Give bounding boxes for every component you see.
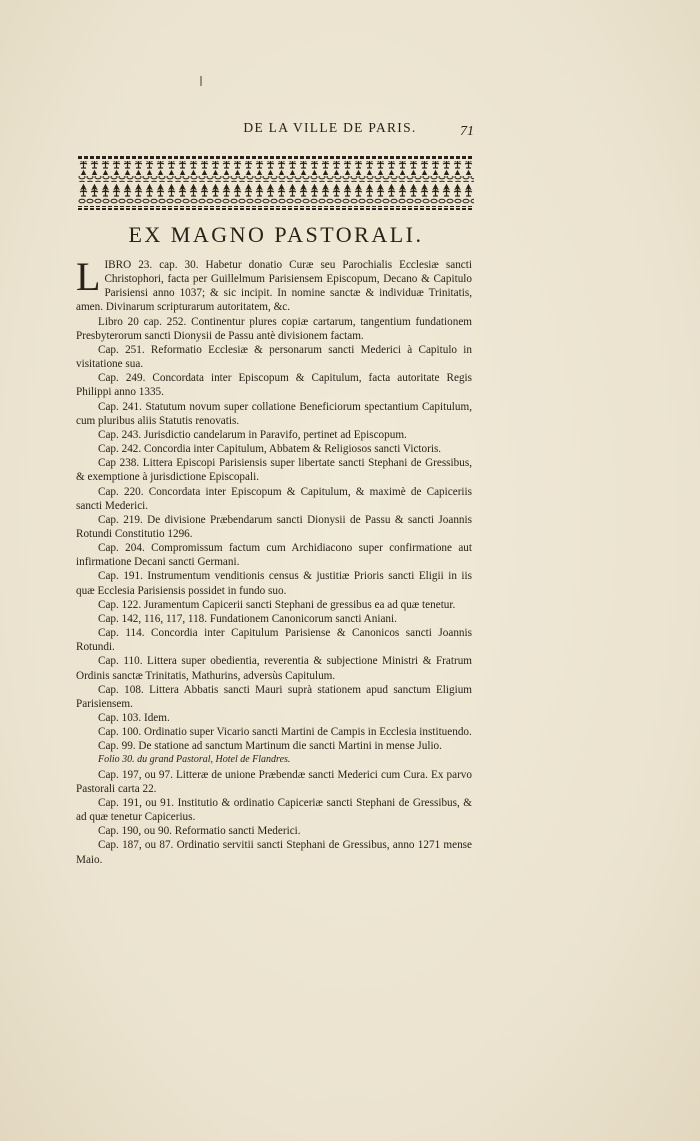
entry-paragraph: Cap. 249. Concordata inter Episcopum & Capitulum, facta autoritate Regis Philippi anno 1335. [76, 372, 472, 399]
entry-paragraph: Cap. 190, ou 90. Reformatio sancti Mederici. [98, 825, 301, 838]
entry-paragraph [76, 254, 472, 315]
entry-paragraph: Cap. 103. Idem. [98, 712, 170, 724]
entry-paragraph: Cap. 99. De statione ad sanctum Martinum die sancti Martini in mense Julio. [98, 740, 442, 753]
entry-paragraph: Cap. 191, ou 91. Institutio & ordinatio Capiceriæ sancti Stephani de Gressibus, & ad quæ tenetur Capicerius. [76, 796, 472, 824]
entry-paragraph: Cap. 191. Instrumentum venditionis census & justitiæ Prioris sancti Eligii in iis quæ Ecclesia Parisiensis possidet in fundo suo. [76, 570, 472, 597]
section-title: EX MAGNO PASTORALI. [128, 222, 424, 247]
page-number: 71 [460, 124, 474, 139]
folio-note: Folio 30. du grand Pastoral, Hotel de Flandres. [98, 754, 291, 766]
entry-paragraph: Cap. 220. Concordata inter Episcopum & Capitulum, & maximè de Capiceriis sancti Mederici. [76, 485, 472, 512]
entry-paragraph: Cap. 100. Ordinatio super Vicario sancti Martini de Campis in Ecclesia instituendo. [98, 726, 472, 739]
entry-paragraph: Cap. 142, 116, 117, 118. Fundationem Canonicorum sancti Aniani. [98, 612, 397, 625]
entry-paragraph: Libro 20 cap. 252. Continentur plures copiæ cartarum, tangentium fundationem Presbyterorum sancti Dionysii de Passu antè divisionem factam. [76, 315, 472, 342]
entry-paragraph: Cap. 197, ou 97. Litteræ de unione Præbendæ sancti Mederici cum Cura. Ex parvo Pastorali carta 22. [76, 768, 472, 795]
drop-cap: L [76, 254, 101, 299]
entry-paragraph: Cap 238. Littera Episcopi Parisiensis super libertate sancti Stephani de Gressibus, & exemptione à jurisdictione Episcopali. [76, 457, 472, 484]
entry-paragraph: Cap. 110. Littera super obedientia, reverentia & subjectione Ministri & Fratrum Ordinis sanctæ Trinitatis, Mathurins, adversùs Capitulum. [76, 655, 472, 682]
entry-paragraph: Cap. 114. Concordia inter Capitulum Parisiense & Canonicos sancti Joannis Rotundi. [76, 627, 472, 654]
entry-paragraph: Cap. 243. Jurisdictio candelarum in Paravifo, pertinet ad Episcopum. [98, 428, 407, 441]
body-text [76, 254, 472, 867]
entry-paragraph: Cap. 219. De divisione Præbendarum sancti Dionysii de Passu & sancti Joannis Rotundi Constitutio 1296. [76, 513, 472, 540]
entry-text: IBRO 23. cap. 30. Habetur donatio Curæ seu Parochialis Ecclesiæ sancti Christophori, facta per Guillelmum Parisiensem Episcopum, Decano & Capitulo Parisiensi anno 1037; & sic incipit. In nomine sanctæ & individuæ Trinitatis, amen. Divinarum scripturarum autoritatem, &c. [76, 259, 472, 314]
entry-paragraph: Cap. 204. Compromissum factum cum Archidiacono super confirmatione aut infirmatione Decani sancti Germani. [76, 542, 472, 569]
running-header: DE LA VILLE DE PARIS. [243, 120, 417, 135]
entry-paragraph: Cap. 122. Juramentum Capicerii sancti Stephani de gressibus ea ad quæ tenetur. [98, 598, 456, 611]
ink-mark [200, 76, 202, 86]
entry-paragraph: Cap. 108. Littera Abbatis sancti Mauri suprà stationem apud sanctum Eligium Parisiensem. [76, 683, 472, 710]
ornamental-headpiece [78, 156, 474, 212]
entry-paragraph: Cap. 242. Concordia inter Capitulum, Abbatem & Religiosos sancti Victoris. [98, 443, 442, 456]
entry-paragraph: Cap. 187, ou 87. Ordinatio servitii sancti Stephani de Gressibus, anno 1271 mense Maio. [76, 839, 472, 866]
entry-paragraph: Cap. 251. Reformatio Ecclesiæ & personarum sancti Mederici à Capitulo in visitatione sua. [76, 343, 472, 371]
entry-paragraph: Cap. 241. Statutum novum super collatione Beneficiorum spectantium Capitulum, cum pluribus aliis Statutis renovatis. [76, 400, 472, 427]
